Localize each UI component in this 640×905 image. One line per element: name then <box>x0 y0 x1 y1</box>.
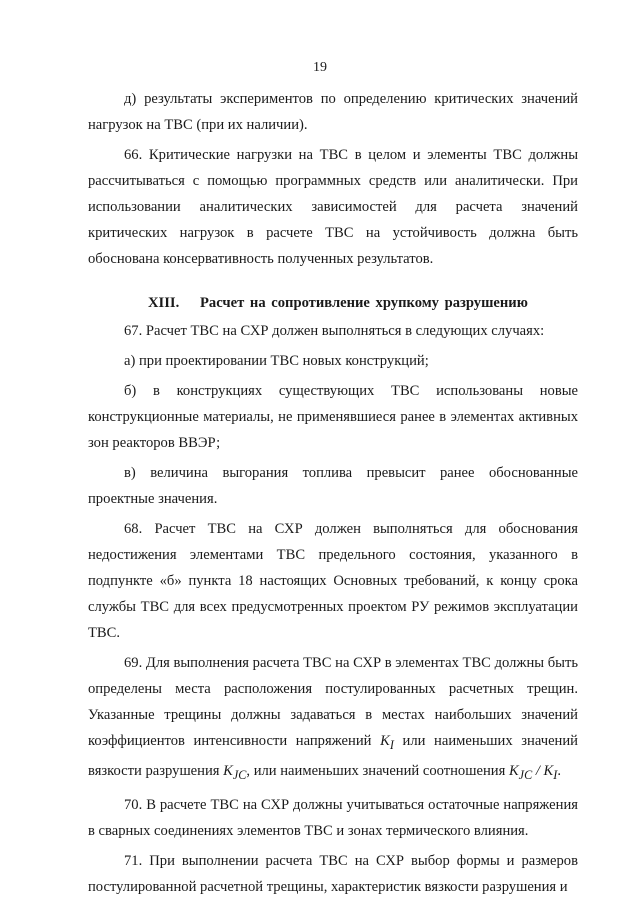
paragraph-69-text-c: , или наименьших значений соотношения <box>246 762 509 779</box>
symbol-ratio-k1: K <box>508 762 519 779</box>
symbol-ratio <box>508 762 558 782</box>
paragraph-68: 68. Расчет ТВС на СХР должен выполняться для обоснования недостижения элементами ТВС предельного состояния, указанного в подпункте «б» пункта 18 настоящих Основных требований, к концу срока службы ТВС для всех предусмотренных проектом РУ режимов эксплуатации ТВС. <box>88 521 578 641</box>
paragraph-67: 67. Расчет ТВС на СХР должен выполняться в следующих случаях: <box>124 323 545 339</box>
symbol-k-jc-subscript: JC <box>232 767 247 782</box>
section-heading <box>88 290 578 316</box>
symbol-ratio-sub2: I <box>553 767 558 782</box>
symbol-ratio-k2: K <box>543 762 554 779</box>
symbol-k-jc <box>223 762 247 782</box>
symbol-ratio-slash: / <box>532 762 544 779</box>
page-body <box>88 86 578 900</box>
paragraph-71: 71. При выполнении расчета ТВС на СХР выбор формы и размеров постулированной расчетной трещины, характеристик вязкости разрушения и <box>88 852 578 895</box>
paragraph-69-end: . <box>557 762 561 779</box>
paragraph-67-v: в) величина выгорания топлива превысит ранее обоснованные проектные значения. <box>88 465 578 507</box>
paragraph-69 <box>88 650 578 788</box>
symbol-k-i-subscript: I <box>389 737 394 752</box>
section-title: Расчет на сопротивление хрупкому разрушению <box>200 295 528 311</box>
section-number: XIII. <box>148 295 180 311</box>
paragraph-69-text-b: или наименьших значений вязкости разрушения <box>88 733 578 779</box>
paragraph-67-b: б) в конструкциях существующих ТВС использованы новые конструкционные материалы, не применявшиеся ранее в элементах активных зон реакторов ВВЭР; <box>88 383 578 451</box>
symbol-k-jc-letter: K <box>223 762 233 779</box>
paragraph-70: 70. В расчете ТВС на СХР должны учитываться остаточные напряжения в сварных соединениях элементов ТВС и зонах термического влияния. <box>88 796 578 839</box>
paragraph-66: 66. Критические нагрузки на ТВС в целом и элементы ТВС должны рассчитываться с помощью программных средств или аналитически. При использовании аналитических зависимостей для расчета значений критических нагрузок в расчете ТВС на устойчивость должна быть обоснована консервативность полученных результатов. <box>88 147 578 267</box>
page-number: 19 <box>313 60 327 75</box>
symbol-k-i-letter: K <box>380 733 390 749</box>
paragraph-69-text-a: 69. Для выполнения расчета ТВС на СХР в элементах ТВС должны быть определены места расположения постулированных расчетных трещин. Указанные трещины должны задаваться в местах наибольших значений коэффициентов интенсивности напряжений <box>88 655 578 749</box>
paragraph-67-a: а) при проектировании ТВС новых конструкций; <box>124 353 429 369</box>
symbol-ratio-sub1: JC <box>518 767 533 782</box>
paragraph-d: д) результаты экспериментов по определению критических значений нагрузок на ТВС (при их наличии). <box>88 91 578 133</box>
symbol-k-i <box>380 733 394 752</box>
